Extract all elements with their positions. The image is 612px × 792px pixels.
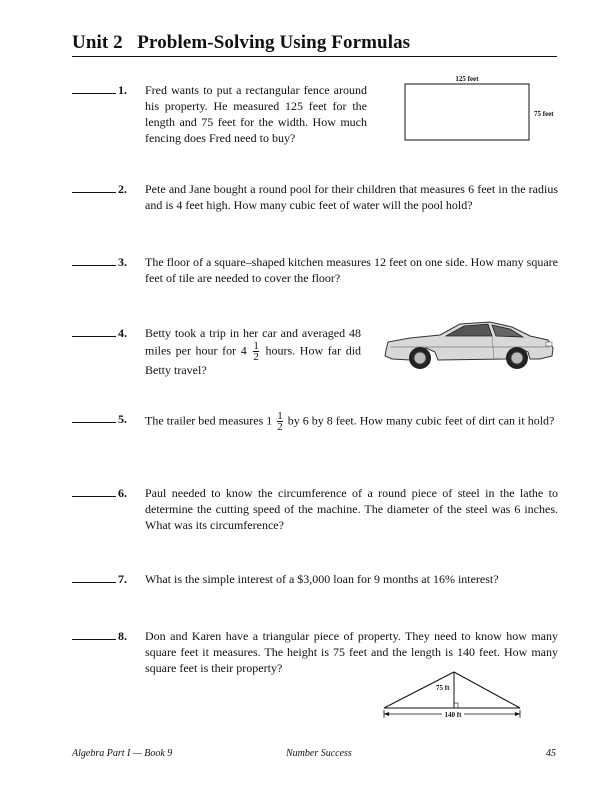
problem-2 bbox=[72, 181, 557, 215]
triangle-figure bbox=[378, 668, 526, 722]
problem-number: 1. bbox=[118, 83, 127, 97]
answer-blank-8[interactable] bbox=[72, 628, 116, 640]
problem-text-part-b: hours. How far did Betty travel? bbox=[145, 343, 362, 377]
answer-blank-3[interactable] bbox=[72, 254, 116, 266]
problem-text: Don and Karen have a triangular piece of property. They need to know how many square feet it measures. The height is 75 feet and the length is 140 feet. How many square feet is their property? bbox=[145, 629, 558, 675]
problem-text-part-a: Betty took a trip in her car and averaged 48 miles per hour for 4 bbox=[145, 326, 361, 358]
triangle-height-label: 75 ft bbox=[436, 684, 450, 692]
problem-number: 3. bbox=[118, 255, 127, 269]
answer-blank-7[interactable] bbox=[72, 571, 116, 583]
problem-text: What is the simple interest of a $3,000 loan for 9 months at 16% interest? bbox=[145, 572, 499, 586]
title-rule bbox=[72, 56, 557, 57]
answer-blank-2[interactable] bbox=[72, 181, 116, 193]
problem-text: Pete and Jane bought a round pool for their children that measures 6 feet in the radius and is 4 feet high. How many cubic feet of water will the pool hold? bbox=[145, 182, 558, 212]
rect-width-label: 75 feet bbox=[534, 110, 554, 118]
problem-text bbox=[145, 411, 558, 432]
page-title: Unit 2 Problem-Solving Using Formulas bbox=[72, 32, 411, 53]
answer-blank-5[interactable] bbox=[72, 411, 116, 423]
problem-text bbox=[145, 325, 361, 378]
problem-number: 7. bbox=[118, 572, 127, 586]
problem-text-part-b: by 6 by 8 feet. How many cubic feet of dirt can it hold? bbox=[287, 413, 555, 428]
rect-length-label: 125 feet bbox=[455, 75, 479, 83]
answer-blank-4[interactable] bbox=[72, 325, 116, 337]
problem-text: The floor of a square–shaped kitchen measures 12 feet on one side. How many square feet of tile are needed to cover the floor? bbox=[145, 255, 558, 285]
triangle-base-label: 140 ft bbox=[444, 711, 462, 719]
answer-blank-6[interactable] bbox=[72, 485, 116, 497]
problem-5 bbox=[72, 411, 557, 445]
problem-number: 2. bbox=[118, 182, 127, 196]
problem-number: 5. bbox=[118, 412, 127, 426]
problem-text: Paul needed to know the circumference of a round piece of steel in the lathe to determine the cutting speed of the machine. The diameter of the steel was 6 inches. What was its circumference? bbox=[145, 486, 558, 532]
problem-3 bbox=[72, 254, 557, 288]
car-illustration bbox=[380, 318, 558, 374]
problem-number: 6. bbox=[118, 486, 127, 500]
problem-text: Fred wants to put a rectangular fence around his property. He measured 125 feet for the length and 75 feet for the width. How much fencing does Fred need to buy? bbox=[145, 83, 367, 145]
problem-6 bbox=[72, 485, 557, 535]
problem-7 bbox=[72, 571, 557, 589]
footer-center: Number Success bbox=[286, 748, 352, 759]
fraction-one-half: $\frac{1}{2}$ bbox=[277, 410, 283, 433]
footer-left: Algebra Part I — Book 9 bbox=[72, 748, 173, 759]
fraction-one-half: $\frac{1}{2}$ bbox=[253, 340, 259, 363]
rectangle-figure bbox=[400, 72, 560, 146]
problem-number: 8. bbox=[118, 629, 127, 643]
problem-number: 4. bbox=[118, 326, 127, 340]
answer-blank-1[interactable] bbox=[72, 82, 116, 94]
problem-text-part-a: The trailer bed measures 1 bbox=[145, 413, 273, 428]
footer-page-number: 45 bbox=[546, 748, 556, 759]
